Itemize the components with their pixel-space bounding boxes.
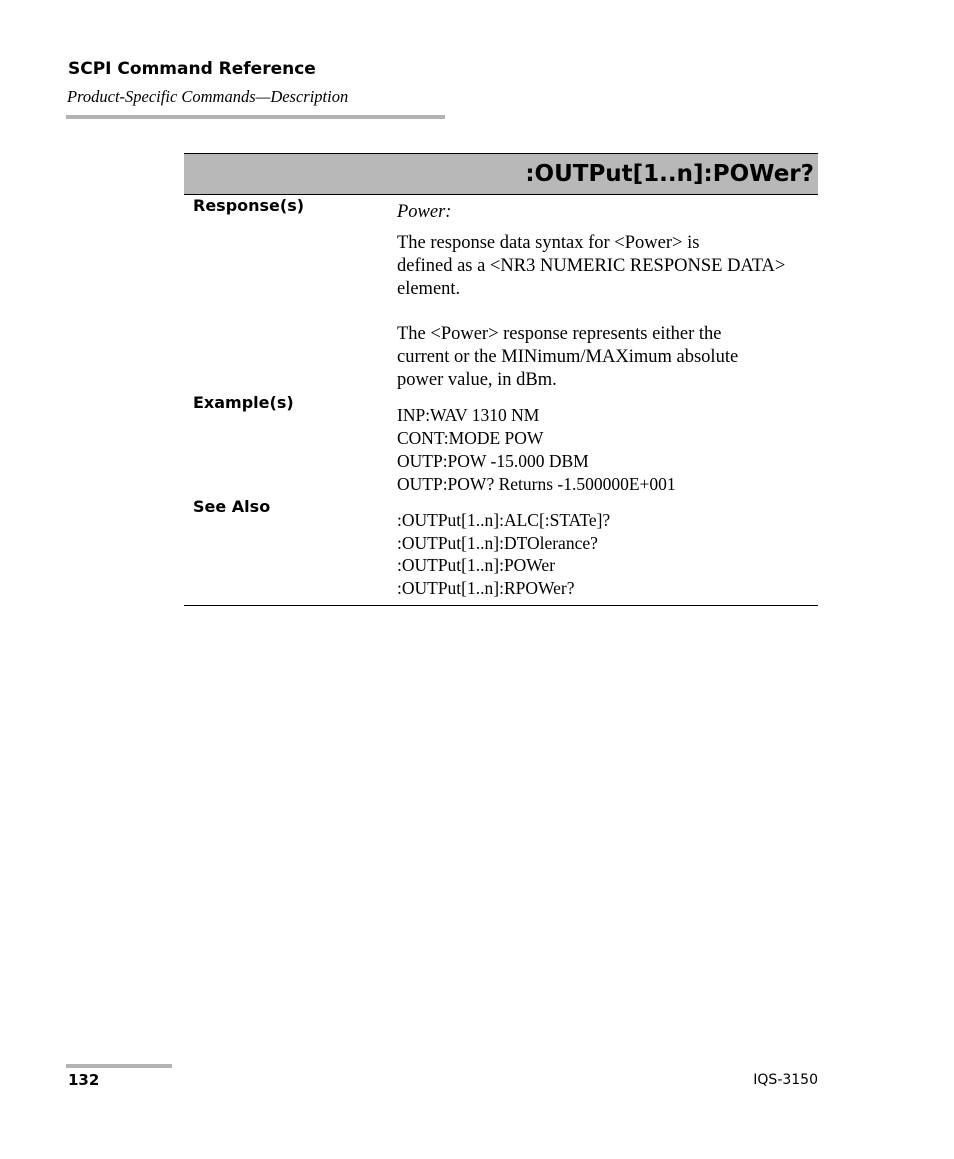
- response-label: Response(s): [193, 196, 305, 215]
- see-also-label: See Also: [193, 497, 271, 516]
- page-number: 132: [68, 1071, 100, 1089]
- example-line: OUTP:POW -15.000 DBM: [397, 451, 589, 471]
- response-paragraph-2: [397, 323, 818, 392]
- header-rule: [66, 115, 445, 119]
- command-table: [184, 153, 818, 606]
- response-text-line: The <Power> response represents either the: [397, 324, 722, 344]
- example-line: OUTP:POW? Returns -1.500000E+001: [397, 474, 676, 494]
- see-also-item: :OUTPut[1..n]:DTOlerance?: [397, 532, 598, 553]
- response-type: Power:: [397, 202, 452, 222]
- command-name: :OUTPut[1..n]:POWer?: [525, 161, 814, 187]
- see-also-item: :OUTPut[1..n]:ALC[:STATe]?: [397, 510, 611, 530]
- response-content: [397, 201, 818, 392]
- see-also-content: [397, 509, 818, 599]
- see-also-row: [184, 496, 818, 606]
- response-text-line: current or the MINimum/MAXimum absolute: [397, 347, 739, 367]
- response-text-line: The response data syntax for <Power> is: [397, 233, 700, 253]
- examples-row: [184, 392, 818, 496]
- response-text-line: defined as a <NR3 NUMERIC RESPONSE DATA>: [397, 256, 786, 276]
- examples-content: [397, 404, 818, 496]
- example-line: INP:WAV 1310 NM: [397, 405, 540, 425]
- response-paragraph-1: [397, 232, 818, 301]
- example-line: CONT:MODE POW: [397, 428, 544, 448]
- response-row: [184, 195, 818, 392]
- examples-label: Example(s): [193, 393, 294, 412]
- response-text-line: power value, in dBm.: [397, 370, 557, 390]
- see-also-item: :OUTPut[1..n]:RPOWer?: [397, 577, 575, 598]
- response-text-line: element.: [397, 279, 461, 299]
- running-header-subtitle: Product-Specific Commands—Description: [67, 87, 349, 106]
- see-also-item: :OUTPut[1..n]:POWer: [397, 555, 556, 575]
- product-name: IQS-3150: [753, 1072, 818, 1088]
- command-header: [184, 153, 818, 195]
- running-header-title: SCPI Command Reference: [68, 59, 316, 79]
- footer-rule: [66, 1064, 172, 1068]
